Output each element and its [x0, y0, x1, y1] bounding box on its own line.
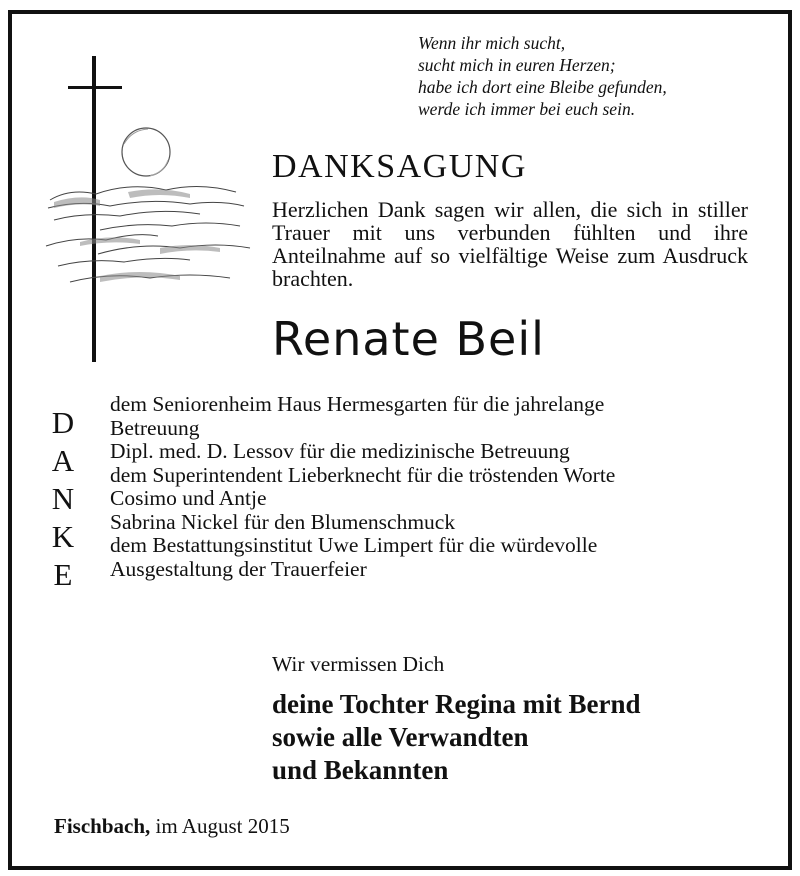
danke-letter: D	[51, 405, 75, 440]
miss-line: Wir vermissen Dich	[272, 652, 445, 676]
thanks-line: dem Seniorenheim Haus Hermesgarten für die jahrelange	[110, 392, 605, 416]
cross-landscape-illustration	[40, 50, 260, 370]
poem-line: habe ich dort eine Bleibe gefunden,	[418, 77, 667, 97]
thanks-line: dem Bestattungsinstitut Uwe Limpert für die würdevolle	[110, 533, 598, 557]
family-line: und Bekannten	[272, 755, 449, 785]
thanks-line: Sabrina Nickel für den Blumenschmuck	[110, 509, 456, 534]
thanks-line: Dipl. med. D. Lessov für die medizinische Betreuung	[110, 439, 570, 463]
place-date	[54, 814, 290, 839]
danke-letter: A	[51, 443, 75, 478]
thanks-list	[110, 393, 750, 581]
intro-paragraph: Herzlichen Dank sagen wir allen, die sich in stiller Trauer mit uns verbunden fühlten und ihre Anteilnahme auf so vielfältige Weise zum Ausdruck brachten.	[272, 197, 748, 291]
deceased-name: Renate Beil	[272, 312, 545, 366]
family-line: deine Tochter Regina mit Bernd	[272, 689, 641, 719]
poem	[418, 32, 667, 120]
poem-line: Wenn ihr mich sucht,	[418, 33, 566, 53]
thanks-line: Betreuung	[110, 415, 200, 440]
place: Fischbach,	[54, 814, 151, 838]
thanks-line: dem Superintendent Lieberknecht für die tröstenden Worte	[110, 462, 616, 487]
family-signature	[272, 688, 641, 787]
danke-letter: K	[51, 519, 75, 554]
poem-line: sucht mich in euren Herzen;	[418, 55, 616, 75]
thanks-line: Cosimo und Antje	[110, 486, 267, 510]
family-line: sowie alle Verwandten	[272, 722, 529, 752]
page-title: DANKSAGUNG	[272, 148, 527, 185]
danke-letter: N	[51, 481, 75, 516]
cross-icon	[92, 56, 96, 362]
danke-letter: E	[53, 557, 73, 592]
date: im August 2015	[155, 814, 290, 838]
danke-vertical	[46, 404, 80, 594]
thanks-line: Ausgestaltung der Trauerfeier	[110, 556, 367, 581]
poem-line: werde ich immer bei euch sein.	[418, 99, 636, 119]
